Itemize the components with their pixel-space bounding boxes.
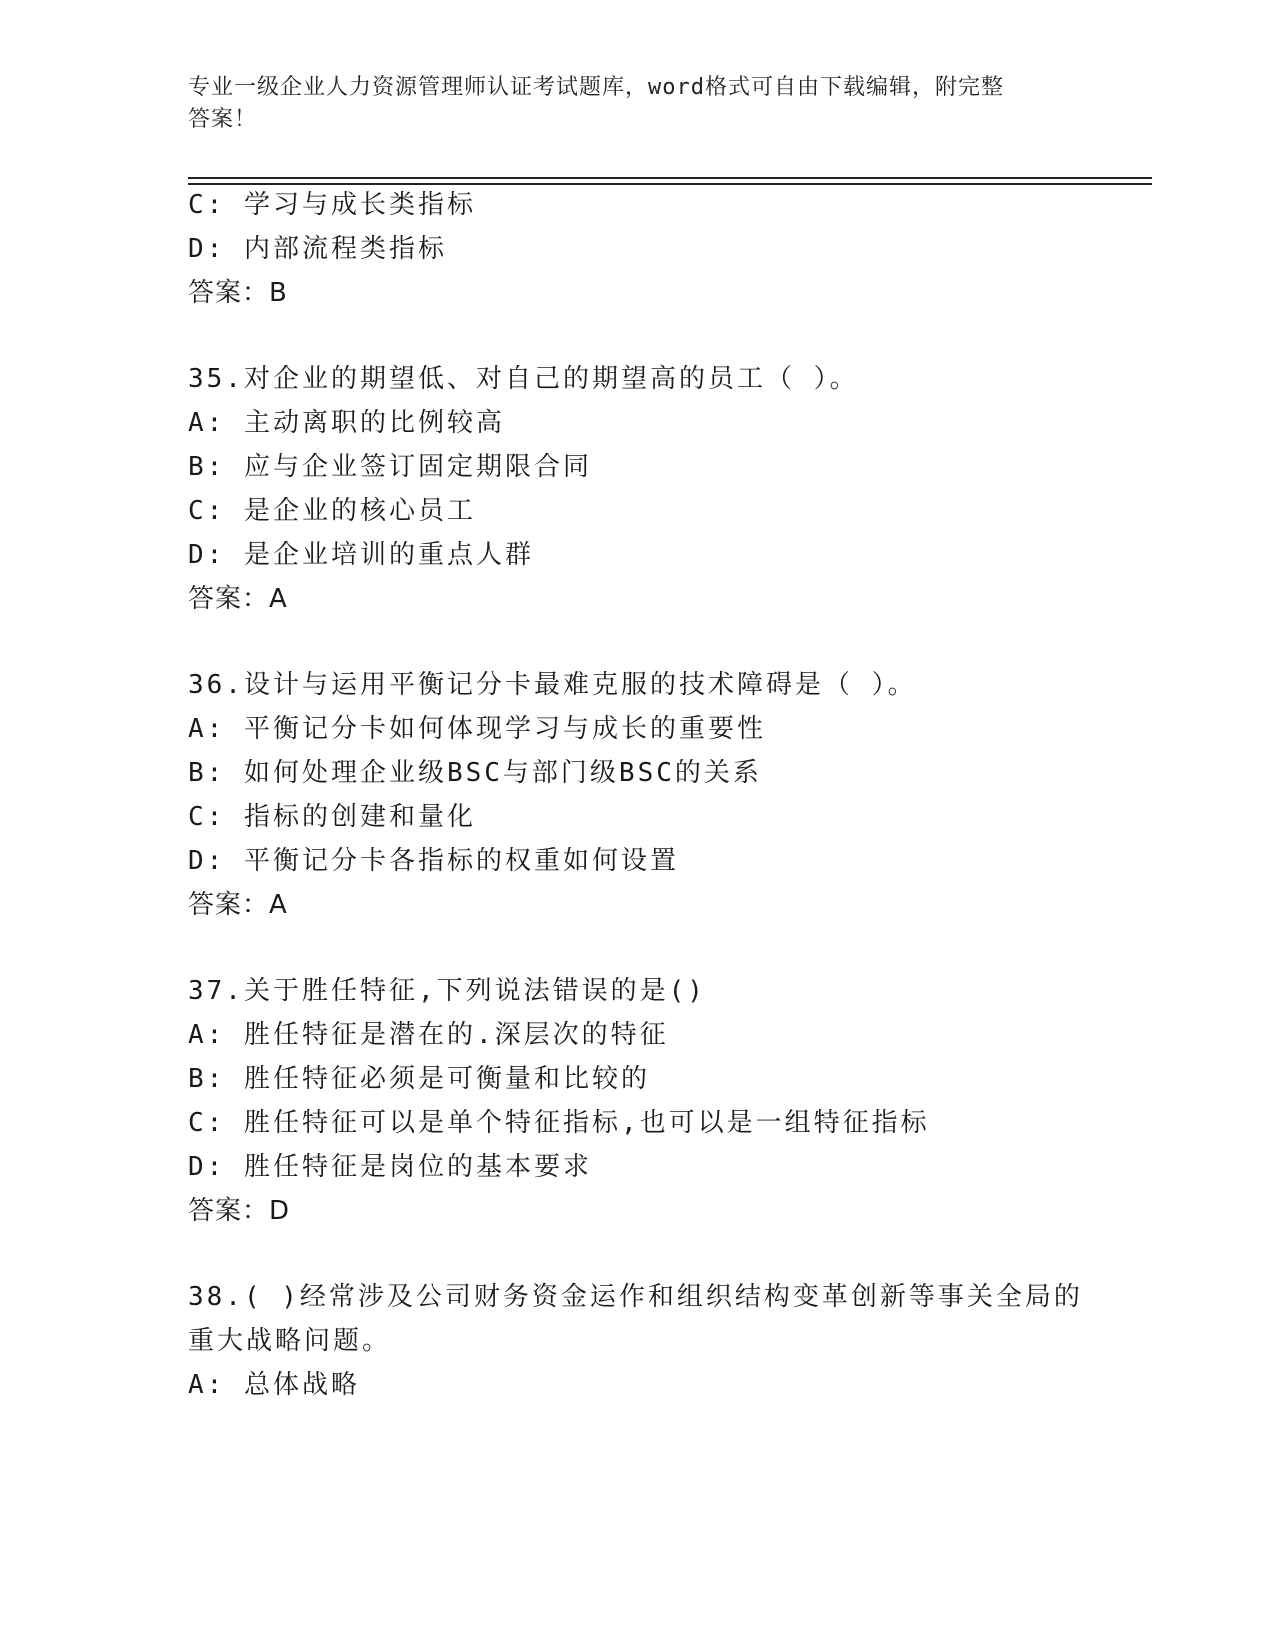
answer-36: 答案：A [188,890,288,920]
document-header [188,72,1068,136]
question-36: 36.设计与运用平衡记分卡最难克服的技术障碍是（ ）。 [188,670,917,700]
q37-option-c: C: 胜任特征可以是单个特征指标,也可以是一组特征指标 [188,1108,930,1138]
answer-34: 答案：B [188,278,288,308]
q38-option-a: A: 总体战略 [188,1370,360,1400]
option-c: C: 学习与成长类指标 [188,190,476,220]
q35-option-c: C: 是企业的核心员工 [188,496,476,526]
q35-option-a: A: 主动离职的比例较高 [188,408,505,438]
q37-option-d: D: 胜任特征是岗位的基本要求 [188,1152,592,1182]
q35-option-b: B: 应与企业签订固定期限合同 [188,452,592,482]
q36-option-d: D: 平衡记分卡各指标的权重如何设置 [188,846,679,876]
q36-option-a: A: 平衡记分卡如何体现学习与成长的重要性 [188,714,766,744]
q36-option-c: C: 指标的创建和量化 [188,802,476,832]
q37-option-a: A: 胜任特征是潜在的.深层次的特征 [188,1020,669,1050]
q35-option-d: D: 是企业培训的重点人群 [188,540,534,570]
q37-option-b: B: 胜任特征必须是可衡量和比较的 [188,1064,650,1094]
header-line-1: 专业一级企业人力资源管理师认证考试题库，word格式可自由下载编辑，附完整 [188,75,1004,100]
q36-option-b: B: 如何处理企业级BSC与部门级BSC的关系 [188,758,762,788]
option-d: D: 内部流程类指标 [188,234,447,264]
answer-37: 答案：D [188,1196,291,1226]
answer-35: 答案：A [188,584,288,614]
question-38: 38.( )经常涉及公司财务资金运作和组织结构变革创新等事关全局的 [188,1282,1083,1312]
header-line-2: 答案！ [188,107,258,132]
question-35: 35.对企业的期望低、对自己的期望高的员工（ ）。 [188,364,859,394]
header-divider-top [188,177,1152,179]
question-37: 37.关于胜任特征,下列说法错误的是() [188,976,706,1006]
question-38-continued: 重大战略问题。 [188,1326,392,1356]
header-divider-bottom [188,183,1152,185]
